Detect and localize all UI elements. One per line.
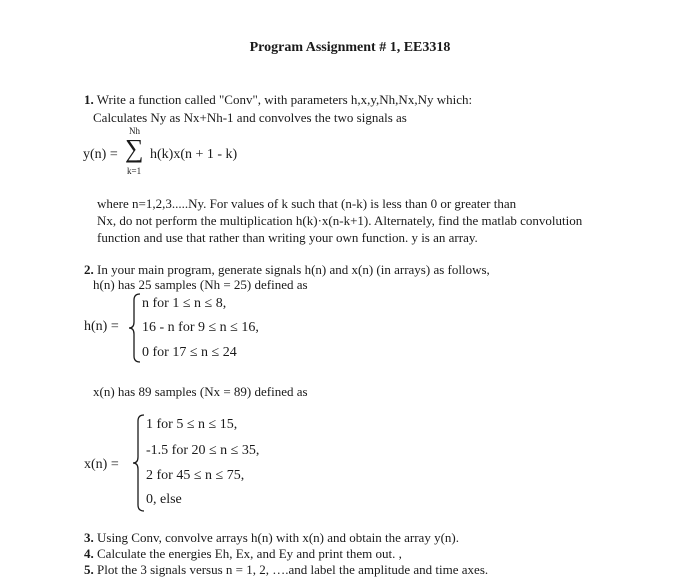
question-2-number: 2. — [84, 262, 94, 277]
h-case-2: 16 - n for 9 ≤ n ≤ 16, — [142, 320, 259, 335]
question-2-line-1 — [84, 262, 490, 278]
x-case-4: 0, else — [146, 492, 182, 507]
h-case-3: 0 for 17 ≤ n ≤ 24 — [142, 345, 237, 360]
question-4-text: Calculate the energies Eh, Ex, and Ey and print them out. , — [97, 546, 402, 561]
question-5 — [84, 562, 488, 578]
question-1-where-line-3: function and use that rather than writing your own function. y is an array. — [97, 230, 478, 245]
question-3-text: Using Conv, convolve arrays h(n) with x(n) and obtain the array y(n). — [97, 530, 459, 545]
x-case-1: 1 for 5 ≤ n ≤ 15, — [146, 417, 238, 432]
question-2-line-2: h(n) has 25 samples (Nh = 25) defined as — [93, 277, 308, 292]
sum-upper-limit: Nh — [129, 126, 140, 136]
sum-lower-limit: k=1 — [127, 166, 142, 176]
question-4 — [84, 546, 402, 562]
question-1-where-line-1: where n=1,2,3.....Ny. For values of k such that (n-k) is less than 0 or greater than — [97, 196, 517, 211]
h-case-1: n for 1 ≤ n ≤ 8, — [142, 296, 227, 311]
question-3-number: 3. — [84, 530, 94, 545]
x-definition-intro: x(n) has 89 samples (Nx = 89) defined as — [93, 384, 308, 399]
question-5-number: 5. — [84, 562, 94, 577]
question-4-number: 4. — [84, 546, 94, 561]
conv-equation-lhs: y(n) = — [83, 147, 118, 162]
question-1-number: 1. — [84, 92, 94, 107]
question-1-line-1 — [84, 92, 472, 108]
x-definition-lhs: x(n) = — [84, 457, 119, 472]
question-1-where-line-2: Nx, do not perform the multiplication h(k)·x(n-k+1). Alternately, find the matlab convolution — [97, 213, 583, 228]
question-3 — [84, 530, 459, 546]
x-case-2: -1.5 for 20 ≤ n ≤ 35, — [146, 443, 260, 458]
question-2-text: In your main program, generate signals h(n) and x(n) (in arrays) as follows, — [97, 262, 490, 277]
h-definition-lhs: h(n) = — [84, 319, 119, 334]
question-1-line-2: Calculates Ny as Nx+Nh-1 and convolves the two signals as — [93, 110, 407, 125]
question-1-text: Write a function called "Conv", with parameters h,x,y,Nh,Nx,Ny which: — [96, 92, 473, 107]
h-left-brace — [128, 292, 142, 364]
page-title: Program Assignment # 1, EE3318 — [249, 40, 451, 55]
x-case-3: 2 for 45 ≤ n ≤ 75, — [146, 468, 245, 483]
summation-symbol: ∑ — [125, 134, 144, 163]
conv-equation-body: h(k)x(n + 1 - k) — [150, 147, 238, 162]
x-left-brace — [132, 413, 146, 513]
question-5-text: Plot the 3 signals versus n = 1, 2, ….and label the amplitude and time axes. — [97, 562, 489, 577]
